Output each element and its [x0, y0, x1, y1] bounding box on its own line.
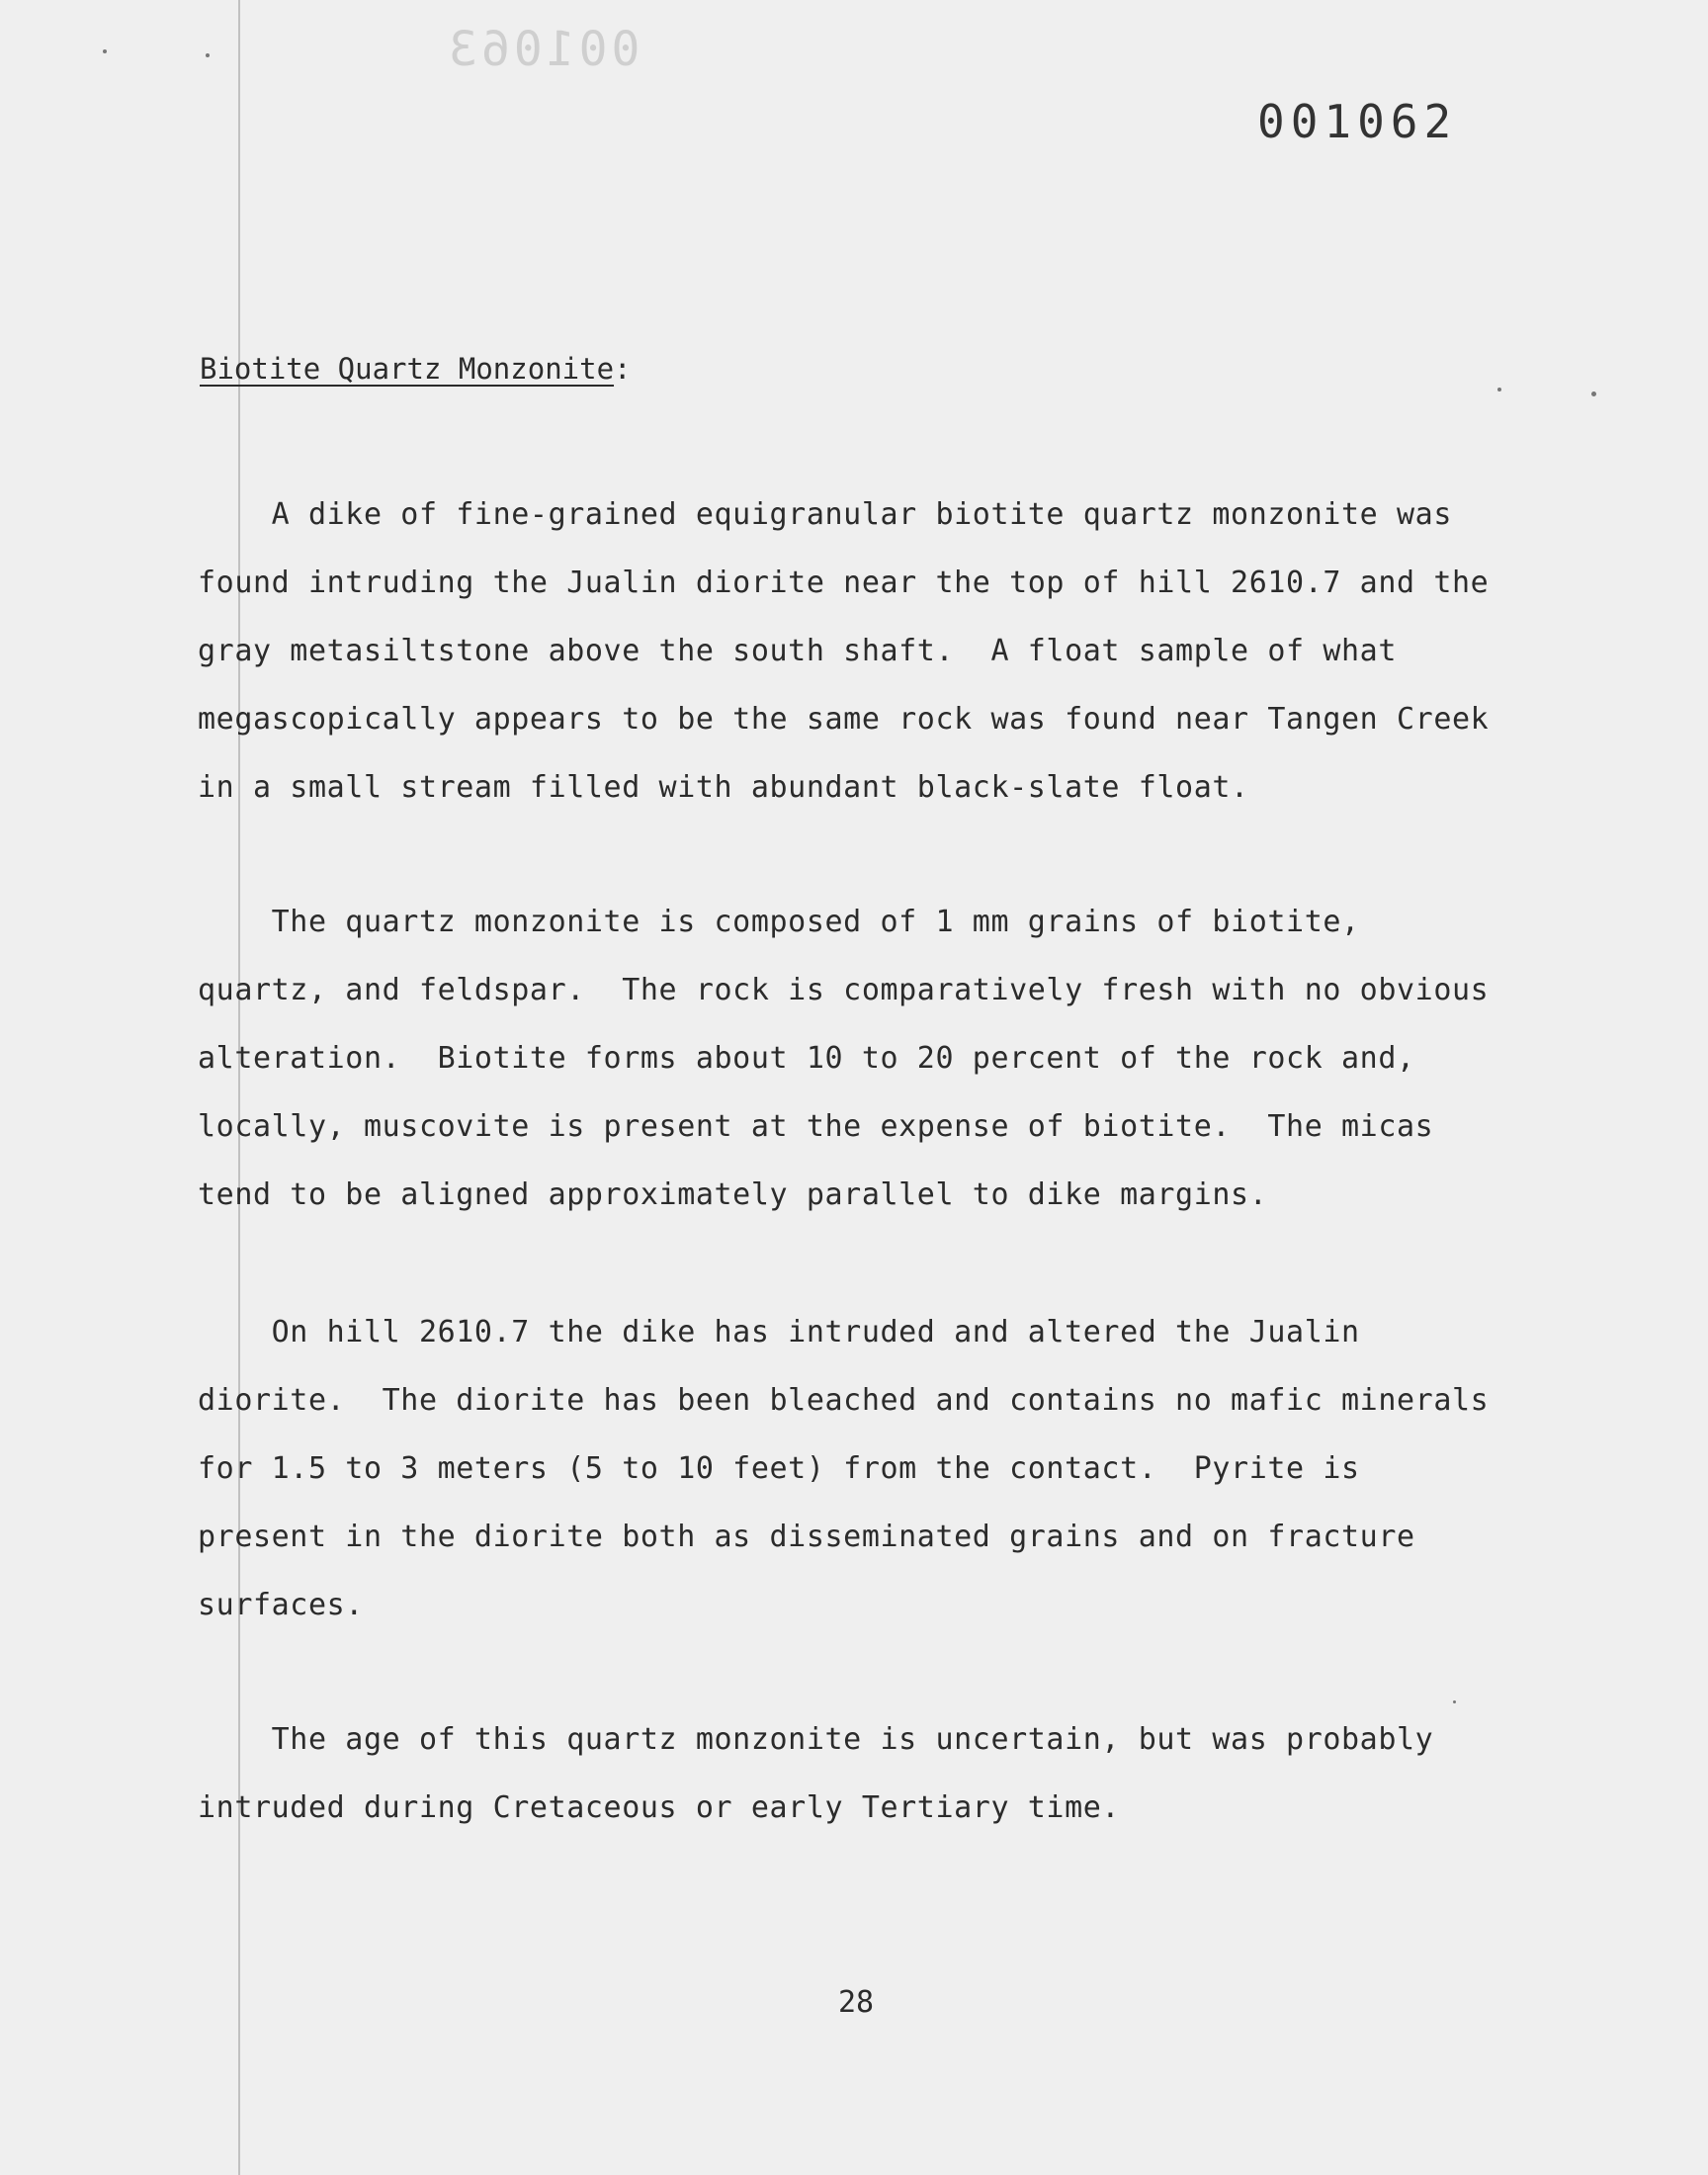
paragraph-3	[198, 1298, 1542, 1639]
scan-speck	[206, 53, 210, 57]
scan-speck	[1497, 388, 1501, 392]
paragraph-line: The quartz monzonite is composed of 1 mm grains of biotite,	[198, 905, 1360, 939]
section-heading-colon: :	[614, 352, 632, 386]
scan-speck	[1591, 392, 1596, 396]
paragraph-1	[198, 480, 1542, 822]
bleed-through-number: 001063	[445, 22, 640, 77]
paragraph-line: tend to be aligned approximately parallel to dike margins.	[198, 1177, 1268, 1212]
paragraph-line: gray metasiltstone above the south shaft. A float sample of what	[198, 634, 1397, 668]
scan-speck	[103, 49, 107, 53]
paragraph-line: for 1.5 to 3 meters (5 to 10 feet) from the contact. Pyrite is	[198, 1451, 1360, 1486]
page-number: 28	[838, 1985, 875, 2020]
paragraph-line: intruded during Cretaceous or early Tertiary time.	[198, 1790, 1121, 1825]
paragraph-line: quartz, and feldspar. The rock is comparatively fresh with no obvious	[198, 973, 1490, 1007]
section-heading-text: Biotite Quartz Monzonite	[200, 352, 615, 386]
paragraph-line: locally, muscovite is present at the expense of biotite. The micas	[198, 1109, 1434, 1144]
paragraph-line: found intruding the Jualin diorite near the top of hill 2610.7 and the	[198, 566, 1490, 600]
paragraph-4	[198, 1705, 1542, 1842]
paragraph-line: surfaces.	[198, 1588, 364, 1622]
section-heading	[200, 352, 632, 386]
paragraph-line: The age of this quartz monzonite is uncertain, but was probably	[198, 1722, 1434, 1757]
paragraph-line: A dike of fine-grained equigranular biotite quartz monzonite was	[198, 497, 1452, 532]
paragraph-line: alteration. Biotite forms about 10 to 20 percent of the rock and,	[198, 1041, 1415, 1076]
paragraph-2	[198, 888, 1542, 1229]
document-number: 001062	[1257, 95, 1458, 148]
paragraph-line: megascopically appears to be the same rock was found near Tangen Creek	[198, 702, 1490, 737]
paragraph-line: On hill 2610.7 the dike has intruded and altered the Jualin	[198, 1315, 1360, 1349]
paragraph-line: diorite. The diorite has been bleached and contains no mafic minerals	[198, 1383, 1490, 1418]
scan-speck	[1453, 1700, 1456, 1703]
paragraph-line: in a small stream filled with abundant black-slate float.	[198, 770, 1249, 805]
paragraph-line: present in the diorite both as disseminated grains and on fracture	[198, 1520, 1415, 1554]
